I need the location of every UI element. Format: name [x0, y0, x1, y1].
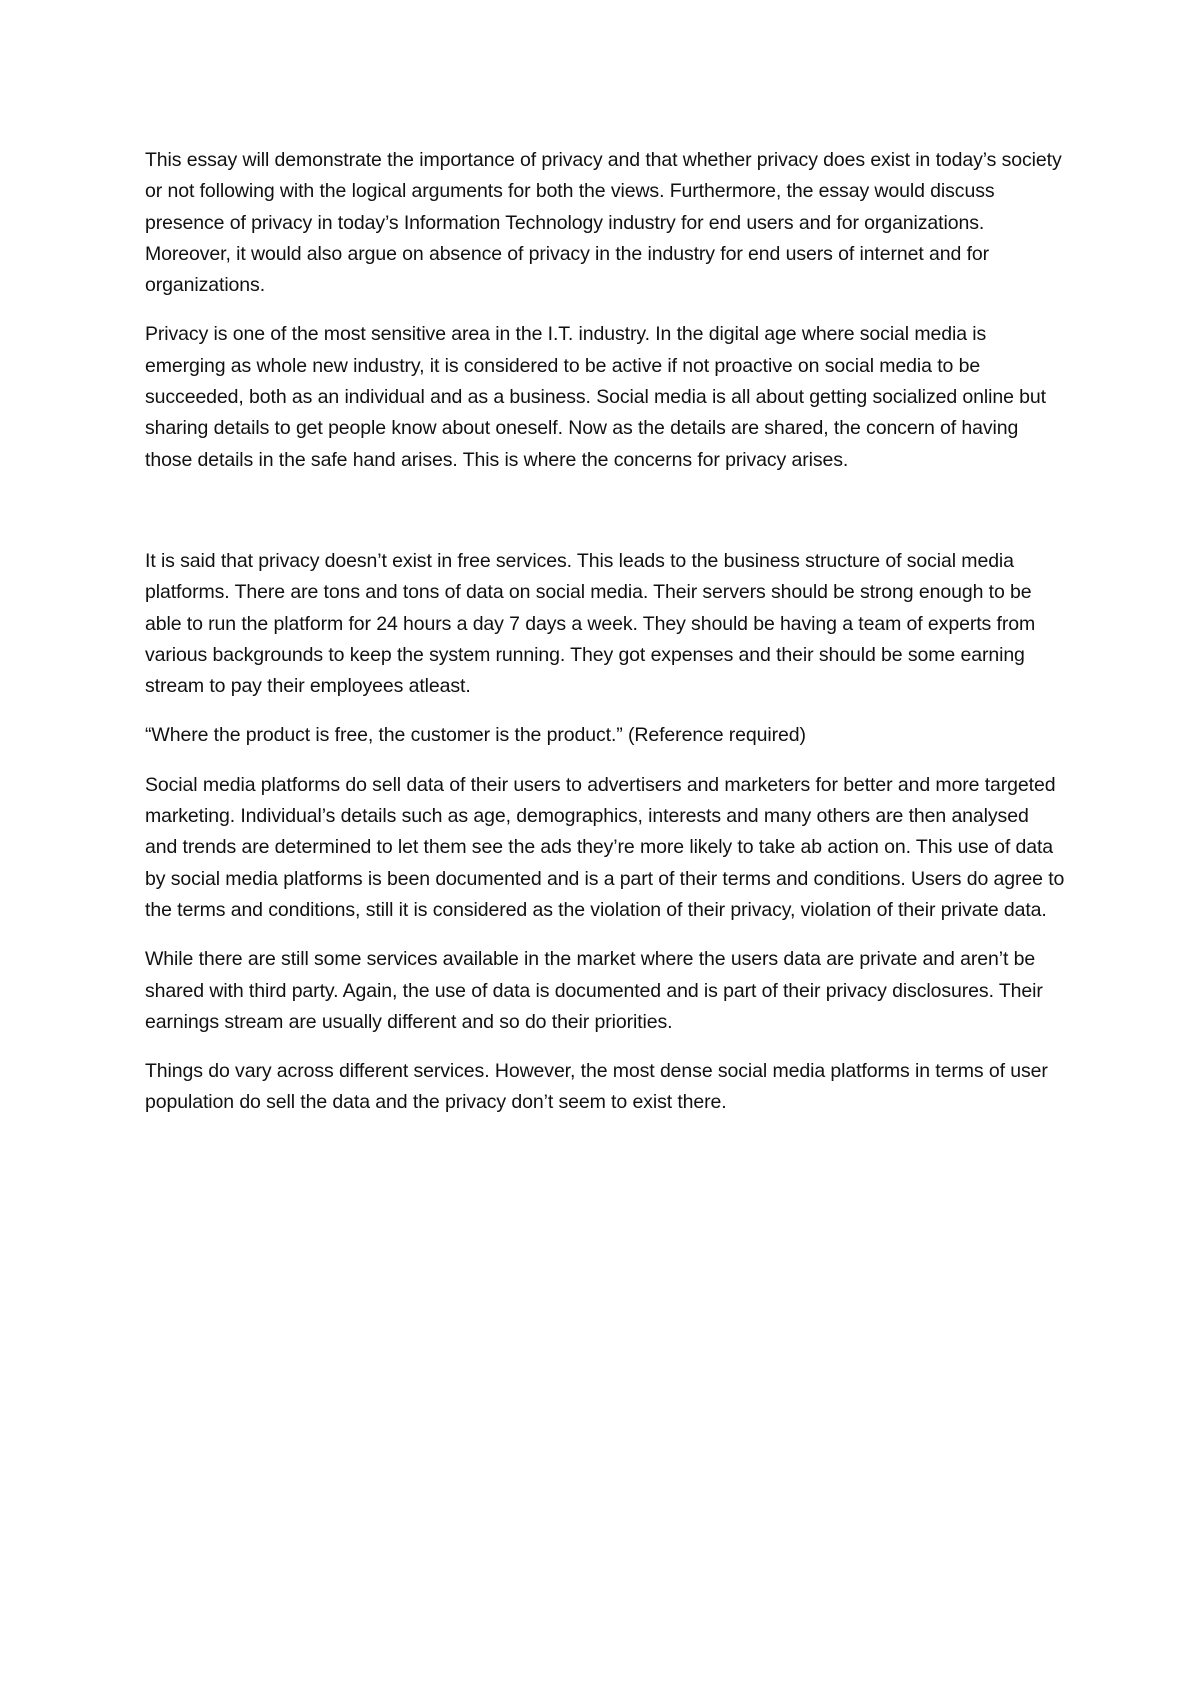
- paragraph-selling-data: Social media platforms do sell data of their users to advertisers and marketers for better and more targeted marketing. Individual’s details such as age, demographics, interests and many others are then analysed and trends are determined to let them see the ads they’re more likely to take ab action on. This use of data by social media platforms is been documented and is a part of their terms and conditions. Users do agree to the terms and conditions, still it is considered as the violation of their privacy, violation of their private data.: [145, 773, 1065, 921]
- paragraph-free-services: It is said that privacy doesn’t exist in free services. This leads to the business structure of social media platforms. There are tons and tons of data on social media. Their servers should be strong enough to be able to run the platform for 24 hours a day 7 days a week. They should be having a team of experts from various backgrounds to keep the system running. They got expenses and their should be some earning stream to pay their employees atleast.: [145, 549, 1036, 698]
- document-body: [145, 145, 1065, 1137]
- paragraph-privacy-sensitivity: Privacy is one of the most sensitive area in the I.T. industry. In the digital age where social media is emerging as whole new industry, it is considered to be active if not proactive on social media to be succeeded, both as an individual and as a business. Social media is all about getting socialized online but sharing details to get people know about oneself. Now as the details are shared, the concern of having those details in the safe hand arises. This is where the concerns for privacy arises.: [145, 323, 1046, 471]
- paragraph-quote: “Where the product is free, the customer is the product.” (Reference required): [145, 724, 806, 747]
- paragraph-conclusion: Things do vary across different services. However, the most dense social media platforms in terms of user population do sell the data and the privacy don’t seem to exist there.: [145, 1060, 1048, 1114]
- paragraph-intro: This essay will demonstrate the importance of privacy and that whether privacy does exist in today’s society or not following with the logical arguments for both the views. Furthermore, the essay would discuss presence of privacy in today’s Information Technology industry for end users and for organizations. Moreover, it would also argue on absence of privacy in the industry for end users of internet and for organizations.: [145, 149, 1062, 297]
- paragraph-private-services: While there are still some services available in the market where the users data are private and aren’t be shared with third party. Again, the use of data is documented and is part of their privacy disclosures. Their earnings stream are usually different and so do their priorities.: [145, 948, 1043, 1033]
